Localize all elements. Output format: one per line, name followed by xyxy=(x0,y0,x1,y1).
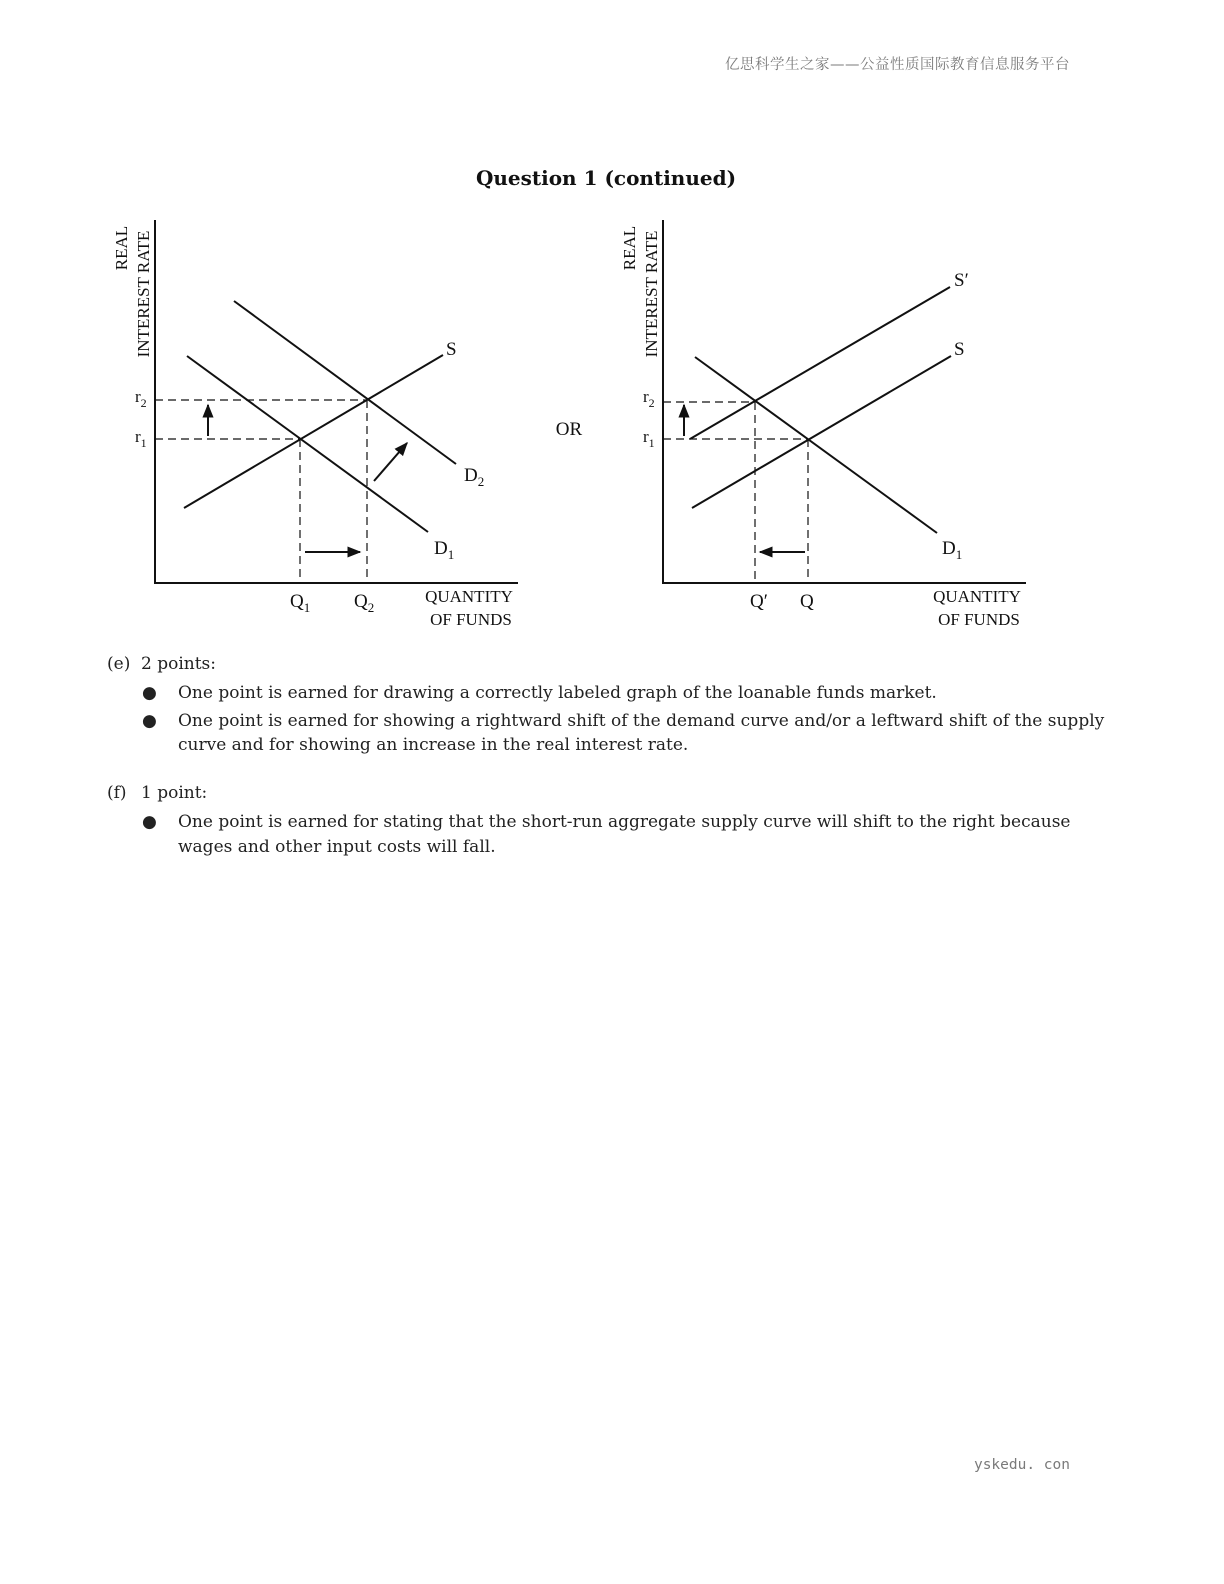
right-ylabel-line1: REAL xyxy=(620,225,639,271)
part-f-points: 1 point: xyxy=(141,783,208,803)
bullet-icon: ● xyxy=(142,812,157,832)
right-xlabel-line1: QUANTITY xyxy=(933,587,1021,606)
right-supply-curve xyxy=(692,356,951,508)
right-qprime-label: Q′ xyxy=(750,591,768,612)
left-r1-label: $r_1$ xyxy=(135,427,147,450)
left-demand1-curve xyxy=(187,356,428,532)
left-ylabel-line1: REAL xyxy=(112,225,131,271)
right-ylabel-line2: INTEREST RATE xyxy=(642,230,661,358)
loanable-funds-graphs xyxy=(0,0,1224,640)
part-e-points: 2 points: xyxy=(141,654,217,674)
right-q-label: Q xyxy=(800,591,814,612)
left-demand2-label: $D_2$ xyxy=(464,465,485,489)
part-e-bullets xyxy=(142,681,1122,761)
footer-watermark: yskedu. con xyxy=(973,1457,1070,1473)
part-e-heading xyxy=(107,654,216,674)
list-item: ● One point is earned for drawing a correctly labeled graph of the loanable funds market. xyxy=(142,681,1122,706)
left-supply-curve xyxy=(184,355,443,508)
left-xlabel-line1: QUANTITY xyxy=(425,587,513,606)
part-f-label: (f) xyxy=(107,783,127,803)
left-ylabel-line2: INTEREST RATE xyxy=(134,230,153,358)
right-r2-label: $r_2$ xyxy=(643,387,655,410)
bullet-icon: ● xyxy=(142,710,157,731)
left-demand2-curve xyxy=(234,301,456,464)
left-xlabel-line2: OF FUNDS xyxy=(430,610,512,629)
left-r2-label: $r_2$ xyxy=(135,387,147,410)
right-demand1-label: $D_1$ xyxy=(942,538,963,562)
right-supply-prime-label: S′ xyxy=(954,270,969,291)
list-item: ● One point is earned for showing a rightward shift of the demand curve and/or a leftward shift of the supply curve and for showing an increase in the real interest rate. xyxy=(142,710,1105,755)
header-watermark: 亿思科学生之家——公益性质国际教育信息服务平台 xyxy=(725,57,1070,73)
part-e-label: (e) xyxy=(107,654,131,674)
right-demand1-curve xyxy=(695,357,937,533)
right-supply-prime-curve xyxy=(690,287,950,439)
right-graph xyxy=(620,220,1026,629)
left-shift-arrow xyxy=(374,443,407,481)
right-supply-label: S xyxy=(954,339,965,360)
left-q1-label: $Q_1$ xyxy=(290,591,311,615)
list-item: ● One point is earned for stating that the short-run aggregate supply curve will shift to the right because wages and other input costs will fall. xyxy=(142,812,1071,857)
part-f-bullets xyxy=(142,810,1122,862)
part-f-heading xyxy=(107,783,207,803)
left-q2-label: $Q_2$ xyxy=(354,591,375,615)
bullet-icon: ● xyxy=(142,683,157,703)
right-r1-label: $r_1$ xyxy=(643,427,655,450)
page-title: Question 1 (continued) xyxy=(475,166,737,190)
right-xlabel-line2: OF FUNDS xyxy=(938,610,1020,629)
left-graph xyxy=(112,220,518,629)
left-supply-label: S xyxy=(446,339,457,360)
left-demand1-label: $D_1$ xyxy=(434,538,455,562)
or-label: OR xyxy=(555,419,583,440)
